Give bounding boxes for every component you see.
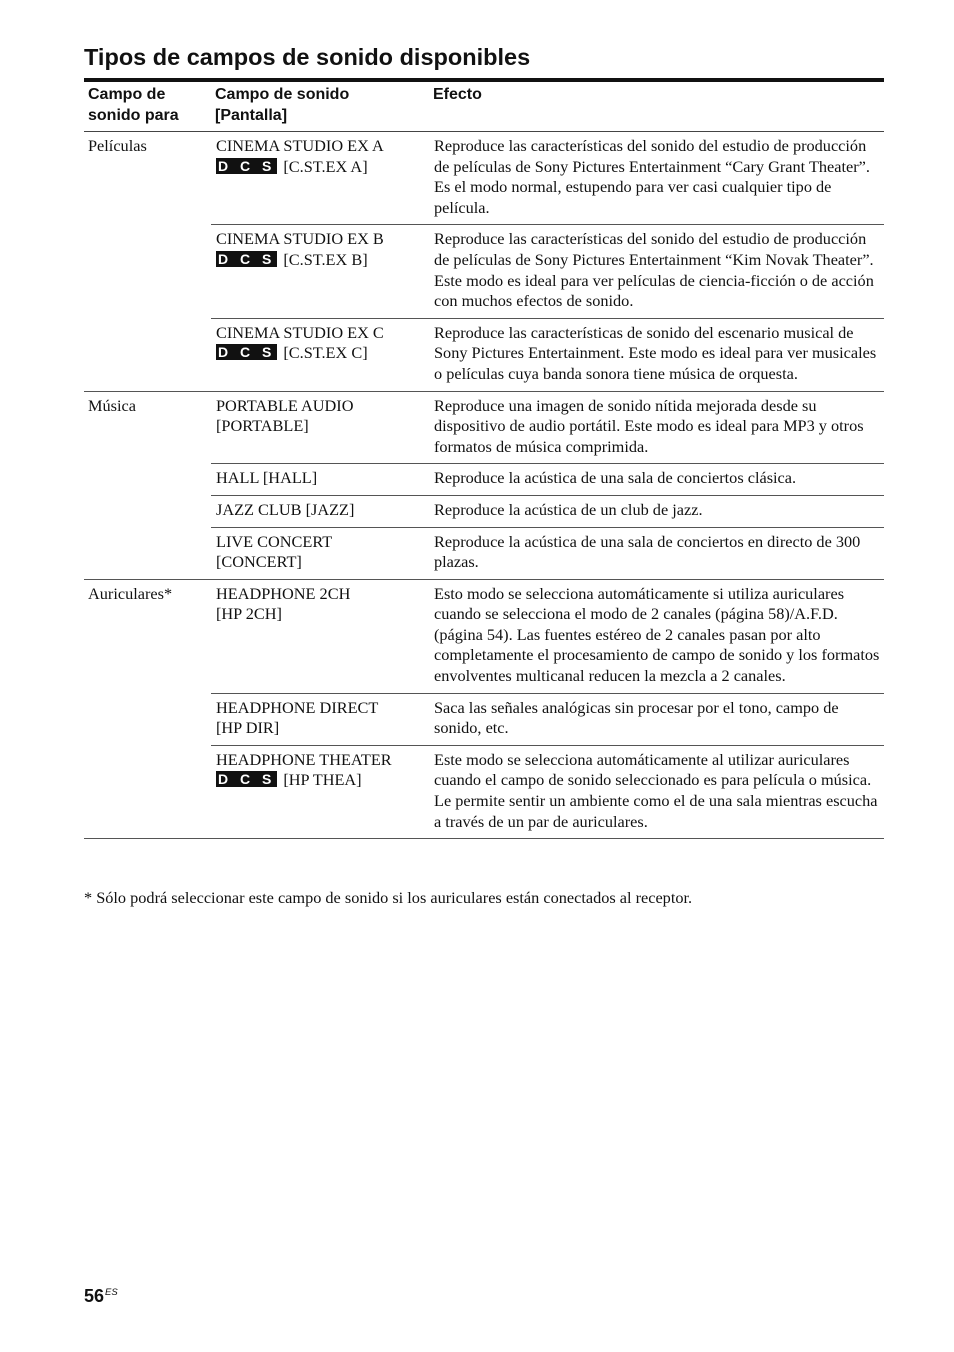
display-label: [HP THEA] xyxy=(283,770,362,790)
sound-field-name: HEADPHONE 2CH xyxy=(216,583,351,603)
page-number-value: 56 xyxy=(84,1286,105,1306)
sound-field-cell xyxy=(211,745,429,838)
category-cell: Películas xyxy=(84,132,211,392)
sound-field-name: HALL xyxy=(216,468,259,488)
effect-cell: Saca las señales analógicas sin procesar por el tono, campo de sonido, etc. xyxy=(429,693,884,745)
sound-field-cell xyxy=(211,464,429,496)
dcs-badge: D C S xyxy=(218,344,276,361)
effect-cell: Reproduce la acústica de una sala de conciertos clásica. xyxy=(429,464,884,496)
sound-field-name: CINEMA STUDIO EX B xyxy=(216,229,384,249)
sound-field-cell xyxy=(211,132,429,225)
dcs-badge: D C S xyxy=(218,771,276,788)
page-language-suffix: ES xyxy=(105,1287,118,1298)
display-label: [HP DIR] xyxy=(216,718,280,738)
page-number xyxy=(84,1282,118,1307)
sound-field-name: CINEMA STUDIO EX A xyxy=(216,136,384,155)
sound-field-name: JAZZ CLUB xyxy=(216,499,302,519)
table-row xyxy=(84,579,884,693)
sound-field-cell xyxy=(211,693,429,745)
sound-field-cell xyxy=(211,579,429,693)
effect-cell: Reproduce las características del sonido del estudio de producción de películas de Sony Pictures Entertainment “Cary Grant Theater”. Es el modo normal, estupendo para ver casi cualquier tipo de película. xyxy=(429,132,884,225)
dcs-badge: D C S xyxy=(218,157,276,174)
sound-field-name: LIVE CONCERT xyxy=(216,531,333,551)
display-label: [HALL] xyxy=(262,468,318,488)
display-label: [C.ST.EX B] xyxy=(283,249,368,269)
effect-cell: Reproduce las características de sonido del escenario musical de Sony Pictures Entertainment. Este modo es ideal para ver musicales o películas cuya banda sonora tiene música de orquesta. xyxy=(429,318,884,391)
display-label: [HP 2CH] xyxy=(216,604,282,624)
display-label: [CONCERT] xyxy=(216,552,302,572)
effect-cell: Reproduce la acústica de una sala de conciertos en directo de 300 plazas. xyxy=(429,527,884,579)
sound-field-name: HEADPHONE THEATER xyxy=(216,749,392,769)
sound-field-cell xyxy=(211,391,429,464)
sound-field-cell xyxy=(211,225,429,318)
footnote: * Sólo podrá seleccionar este campo de sonido si los auriculares están conectados al receptor. xyxy=(84,888,693,907)
header-sound-field: Campo de sonido [Pantalla] xyxy=(211,82,429,132)
sound-field-name: PORTABLE AUDIO xyxy=(216,395,354,415)
display-label: [C.ST.EX A] xyxy=(283,156,368,176)
table-row xyxy=(84,132,884,225)
effect-cell: Reproduce una imagen de sonido nítida mejorada desde su dispositivo de audio portátil. Este modo es ideal para MP3 y otros formatos de música comprimida. xyxy=(429,391,884,464)
table-row xyxy=(84,391,884,464)
header-effect: Efecto xyxy=(429,82,884,132)
table-header-row xyxy=(84,82,884,132)
sound-field-cell xyxy=(211,318,429,391)
dcs-badge: D C S xyxy=(218,250,276,267)
category-cell: Auriculares* xyxy=(84,579,211,839)
sound-field-cell xyxy=(211,495,429,527)
table-body xyxy=(84,132,884,839)
effect-cell: Esto modo se selecciona automáticamente si utiliza auriculares cuando se selecciona el modo de 2 canales (página 58)/A.F.D. (página 54). Las fuentes estéreo de 2 canales pasan por alto completamente el procesamiento de campo de sonido y los formatos envolventes multicanal reducen la mezcla a 2 canales. xyxy=(429,579,884,693)
header-category: Campo de sonido para xyxy=(84,82,211,132)
display-label: [JAZZ] xyxy=(305,499,355,519)
sound-field-name: CINEMA STUDIO EX C xyxy=(216,322,384,342)
effect-cell: Este modo se selecciona automáticamente al utilizar auriculares cuando el campo de sonido seleccionado es para película o música. Le permite sentir un ambiente como el de una sala mientras escucha a través de un par de auriculares. xyxy=(429,745,884,838)
page-title: Tipos de campos de sonido disponibles xyxy=(84,44,531,70)
sound-field-name: HEADPHONE DIRECT xyxy=(216,697,379,717)
sound-field-cell xyxy=(211,527,429,579)
effect-cell: Reproduce la acústica de un club de jazz. xyxy=(429,495,884,527)
display-label: [C.ST.EX C] xyxy=(283,343,368,363)
category-cell: Música xyxy=(84,391,211,579)
sound-field-table xyxy=(84,82,884,839)
display-label: [PORTABLE] xyxy=(216,416,309,436)
effect-cell: Reproduce las características del sonido del estudio de producción de películas de Sony Pictures Entertainment “Kim Novak Theater”. Este modo es ideal para ver películas de ciencia-ficción o de acción con muchos efectos de sonido. xyxy=(429,225,884,318)
